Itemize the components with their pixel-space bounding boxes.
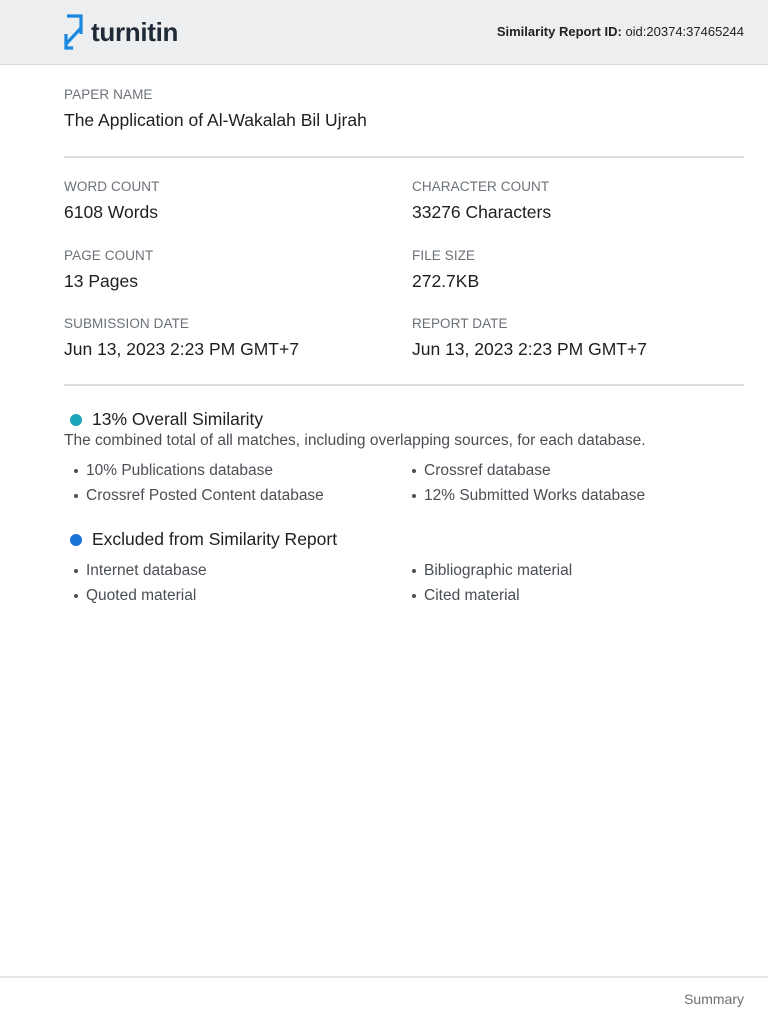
bullet-icon (412, 469, 416, 473)
character-count (412, 179, 551, 223)
excluded-item-label: Quoted material (86, 587, 197, 604)
similarity-description: The combined total of all matches, including overlapping sources, for each database. (64, 432, 646, 449)
brand-name: turnitin (91, 16, 179, 47)
word-count-label: WORD COUNT (64, 179, 160, 194)
excluded-dot-icon (70, 534, 82, 546)
paper-name-block (64, 87, 367, 131)
file-size-value: 272.7KB (412, 271, 480, 291)
list-item (402, 462, 551, 480)
submission-date-value: Jun 13, 2023 2:23 PM GMT+7 (64, 339, 299, 359)
excluded-item-label: Cited material (424, 587, 520, 604)
report-header (0, 0, 768, 65)
report-date-value: Jun 13, 2023 2:23 PM GMT+7 (412, 339, 647, 359)
similarity-item-label: 10% Publications database (86, 462, 273, 479)
list-item (64, 587, 196, 605)
report-date (412, 316, 647, 360)
bullet-icon (74, 469, 78, 473)
file-size (412, 248, 479, 292)
report-id-value: oid:20374:37465244 (625, 24, 744, 39)
word-count-value: 6108 Words (64, 202, 159, 222)
list-item (64, 462, 273, 480)
report-id-label: Similarity Report ID: (496, 24, 622, 39)
report-id (497, 24, 744, 39)
overall-similarity-heading (70, 409, 263, 430)
turnitin-logo-icon (63, 14, 85, 50)
list-item (64, 487, 324, 505)
similarity-dot-icon (70, 414, 82, 426)
excluded-heading (70, 529, 337, 550)
overall-similarity-title: 13% Overall Similarity (92, 409, 264, 429)
character-count-value: 33276 Characters (412, 202, 552, 222)
word-count (64, 179, 160, 223)
list-item (402, 587, 520, 605)
similarity-item-label: 12% Submitted Works database (424, 487, 646, 504)
bullet-icon (74, 569, 78, 573)
excluded-title: Excluded from Similarity Report (92, 529, 338, 549)
paper-name-value: The Application of Al-Wakalah Bil Ujrah (64, 110, 367, 130)
page-count (64, 248, 153, 292)
submission-date-label: SUBMISSION DATE (64, 316, 190, 331)
similarity-item-label: Crossref Posted Content database (86, 487, 324, 504)
excluded-item-label: Bibliographic material (424, 562, 573, 579)
bullet-icon (412, 594, 416, 598)
report-date-label: REPORT DATE (412, 316, 508, 331)
list-item (402, 487, 645, 505)
page-count-label: PAGE COUNT (64, 248, 154, 263)
footer-summary-label: Summary (684, 991, 744, 1007)
file-size-label: FILE SIZE (412, 248, 476, 263)
paper-name-label: PAPER NAME (64, 87, 153, 102)
bullet-icon (74, 594, 78, 598)
submission-date (64, 316, 299, 360)
excluded-item-label: Internet database (86, 562, 207, 579)
character-count-label: CHARACTER COUNT (412, 179, 550, 194)
footer-divider (0, 976, 768, 978)
turnitin-logo (63, 13, 178, 51)
list-item (64, 562, 207, 580)
list-item (402, 562, 572, 580)
divider (64, 156, 744, 158)
bullet-icon (412, 569, 416, 573)
bullet-icon (412, 494, 416, 498)
similarity-item-label: Crossref database (424, 462, 551, 479)
divider (64, 384, 744, 386)
page-count-value: 13 Pages (64, 271, 138, 291)
bullet-icon (74, 494, 78, 498)
